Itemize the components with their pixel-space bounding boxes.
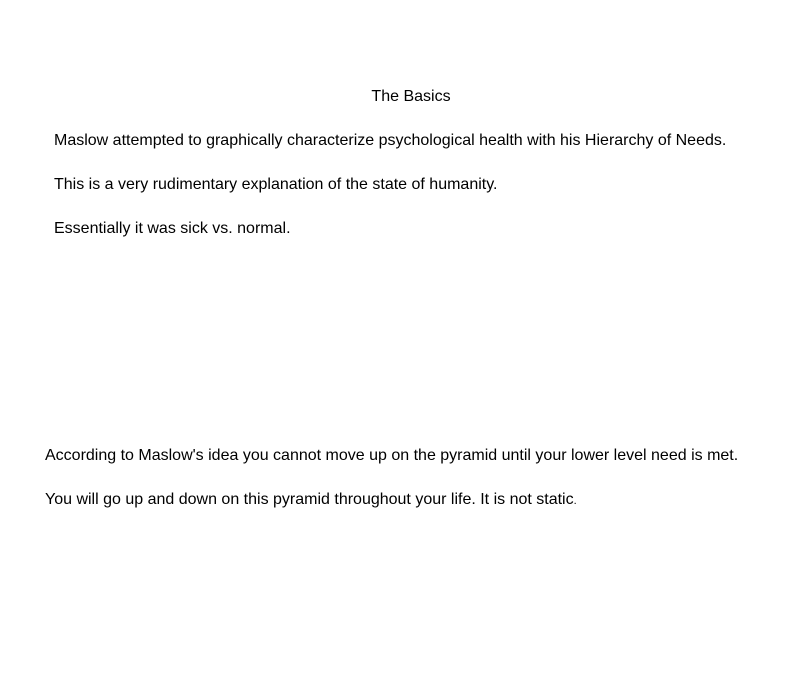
paragraph-not-static — [45, 489, 765, 512]
paragraph-not-static-period: . — [573, 495, 577, 507]
page-title: The Basics — [371, 88, 451, 105]
intro-text-block — [54, 130, 774, 240]
paragraph-lower-level-need: According to Maslow's idea you cannot move up on the pyramid until your lower level need is met. — [45, 447, 739, 464]
paragraph-rudimentary: This is a very rudimentary explanation of the state of humanity. — [54, 176, 498, 193]
paragraph-sick-vs-normal: Essentially it was sick vs. normal. — [54, 220, 291, 237]
paragraph-not-static-text: You will go up and down on this pyramid throughout your life. It is not static — [45, 491, 574, 508]
pyramid-text-block — [45, 445, 765, 512]
paragraph-maslow-hierarchy: Maslow attempted to graphically characterize psychological health with his Hierarchy of Needs. — [54, 132, 727, 149]
